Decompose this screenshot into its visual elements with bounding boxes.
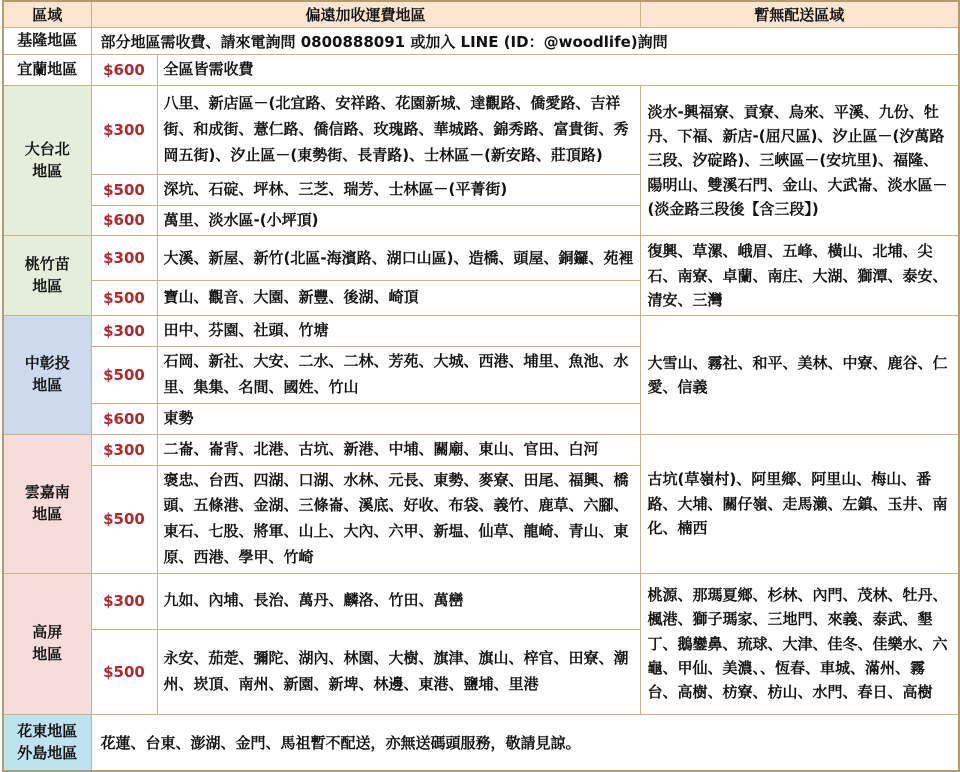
fee-areas-cell: 大溪、新屋、新竹(北區-海濱路、湖口山區)、造橋、頭屋、銅鑼、苑裡: [157, 236, 640, 281]
east-islands-note-cell: 花蓮、台東、澎湖、金門、馬祖暫不配送，亦無送碼頭服務，敬請見諒。: [91, 714, 959, 771]
no-delivery-cell: 復興、草漯、峨眉、五峰、橫山、北埔、尖石、南寮、卓蘭、南庄、大湖、獅潭、泰安、清安、三灣: [640, 236, 959, 316]
row-taipei-300: [3, 85, 959, 174]
region-name-line: 基隆地區: [17, 31, 78, 50]
no-delivery-cell: 大雪山、霧社、和平、美林、中寮、鹿谷、仁愛、信義: [640, 316, 959, 435]
fee-price-cell: $600: [91, 205, 157, 236]
row-kaoping-300: [3, 573, 959, 629]
shipping-fee-page: [2, 0, 958, 772]
fee-areas-cell: 褒忠、台西、四湖、口湖、水林、元長、東勢、麥寮、田尾、福興、橋頭、五條港、金湖、三條崙、溪底、好收、布袋、義竹、鹿草、六腳、東石、七股、將軍、山上、大內、六甲、新塭、仙草、龍崎、青山、東原、西港、學甲、竹崎: [157, 465, 640, 573]
region-name-line: 大台北: [24, 139, 70, 158]
region-name-line: 外島地區: [17, 743, 78, 762]
fee-areas-cell: 永安、茄萣、彌陀、湖內、林園、大樹、旗津、旗山、梓官、田寮、潮州、崁頂、南州、新園、新埤、林邊、東港、鹽埔、里港: [157, 629, 640, 714]
row-yilan: [3, 55, 959, 86]
fee-areas-cell: 寶山、觀音、大園、新豐、後湖、崎頂: [157, 281, 640, 316]
fee-price-cell: $300: [91, 236, 157, 281]
fee-price-cell: $600: [91, 404, 157, 435]
region-name-cell: [3, 316, 91, 435]
region-name-line: 高屏: [32, 623, 63, 642]
fee-price-cell: $300: [91, 434, 157, 465]
fee-price-cell: $500: [91, 347, 157, 404]
region-name-cell: [3, 85, 91, 236]
fee-price-cell: $300: [91, 573, 157, 629]
fee-areas-cell: 田中、芬園、社頭、竹塘: [157, 316, 640, 347]
header-fee-areas: 偏遠加收運費地區: [91, 1, 640, 28]
region-name-cell: [3, 236, 91, 316]
region-name-line: 地區: [32, 504, 63, 523]
region-name-cell: [3, 55, 91, 86]
row-central-300: [3, 316, 959, 347]
keelung-note-cell: 部分地區需收費、請來電詢問 0800888091 或加入 LINE (ID：@woodlife)詢問: [91, 28, 959, 55]
region-name-line: 地區: [32, 376, 63, 395]
fee-areas-cell: 東勢: [157, 404, 640, 435]
region-name-cell: [3, 714, 91, 771]
region-name-cell: [3, 573, 91, 714]
fee-areas-cell: 深坑、石碇、坪林、三芝、瑞芳、士林區－(平菁街): [157, 174, 640, 205]
header-no-delivery: 暫無配送區域: [640, 1, 959, 28]
region-name-line: 地區: [32, 276, 63, 295]
region-name-line: 花東地區: [17, 721, 78, 740]
fee-areas-cell: 全區皆需收費: [157, 55, 959, 86]
no-delivery-cell: 淡水-興福寮、貢寮、烏來、平溪、九份、牡丹、下福、新店-(屈尺區)、汐止區－(汐萬路三段、汐碇路)、三峽區－(安坑里)、福隆、陽明山、雙溪石門、金山、大武崙、淡水區－(淡金路三段後【含三段】): [640, 85, 959, 236]
no-delivery-cell: 古坑(草嶺村)、阿里鄉、阿里山、梅山、番路、大埔、關仔嶺、走馬瀨、左鎮、玉井、南化、楠西: [640, 434, 959, 573]
fee-price-cell: $500: [91, 629, 157, 714]
row-yunchianan-300: [3, 434, 959, 465]
header-region: 區域: [3, 1, 91, 28]
fee-price-cell: $300: [91, 85, 157, 174]
header-row: [3, 1, 959, 28]
region-name-line: 桃竹苗: [24, 255, 70, 274]
fee-areas-cell: 二崙、崙背、北港、古坑、新港、中埔、關廟、東山、官田、白河: [157, 434, 640, 465]
region-name-line: 中彰投: [24, 354, 70, 373]
row-keelung: [3, 28, 959, 55]
fee-price-cell: $500: [91, 281, 157, 316]
row-taoyuan-300: [3, 236, 959, 281]
fee-price-cell: $500: [91, 465, 157, 573]
region-name-cell: [3, 28, 91, 55]
row-east-islands: [3, 714, 959, 771]
region-name-line: 地區: [32, 644, 63, 663]
fee-price-cell: $500: [91, 174, 157, 205]
fee-areas-cell: 八里、新店區－(北宜路、安祥路、花園新城、達觀路、僑愛路、吉祥街、和成街、薏仁路、僑信路、玫瑰路、華城路、錦秀路、富貴街、秀岡五街)、汐止區－(東勢街、長青路)、士林區－(新安路、莊頂路): [157, 85, 640, 174]
fee-price-cell: $600: [91, 55, 157, 86]
fee-areas-cell: 萬里、淡水區-(小坪頂): [157, 205, 640, 236]
region-name-line: 雲嘉南: [24, 483, 70, 502]
fee-areas-cell: 石岡、新社、大安、二水、二林、芳苑、大城、西港、埔里、魚池、水里、集集、名間、國姓、竹山: [157, 347, 640, 404]
no-delivery-cell: 桃源、那瑪夏鄉、杉林、內門、茂林、牡丹、楓港、獅子瑪家、三地門、來義、泰武、墾丁、鵝鑾鼻、琉球、大津、佳冬、佳樂水、六龜、甲仙、美濃、、恆春、車城、滿州、霧台、高樹、枋寮、枋山、水門、春日、高樹: [640, 573, 959, 714]
shipping-fee-table: [2, 0, 960, 772]
region-name-cell: [3, 434, 91, 573]
fee-price-cell: $300: [91, 316, 157, 347]
fee-areas-cell: 九如、內埔、長治、萬丹、麟洛、竹田、萬巒: [157, 573, 640, 629]
region-name-line: 宜蘭地區: [17, 60, 78, 79]
region-name-line: 地區: [32, 161, 63, 180]
